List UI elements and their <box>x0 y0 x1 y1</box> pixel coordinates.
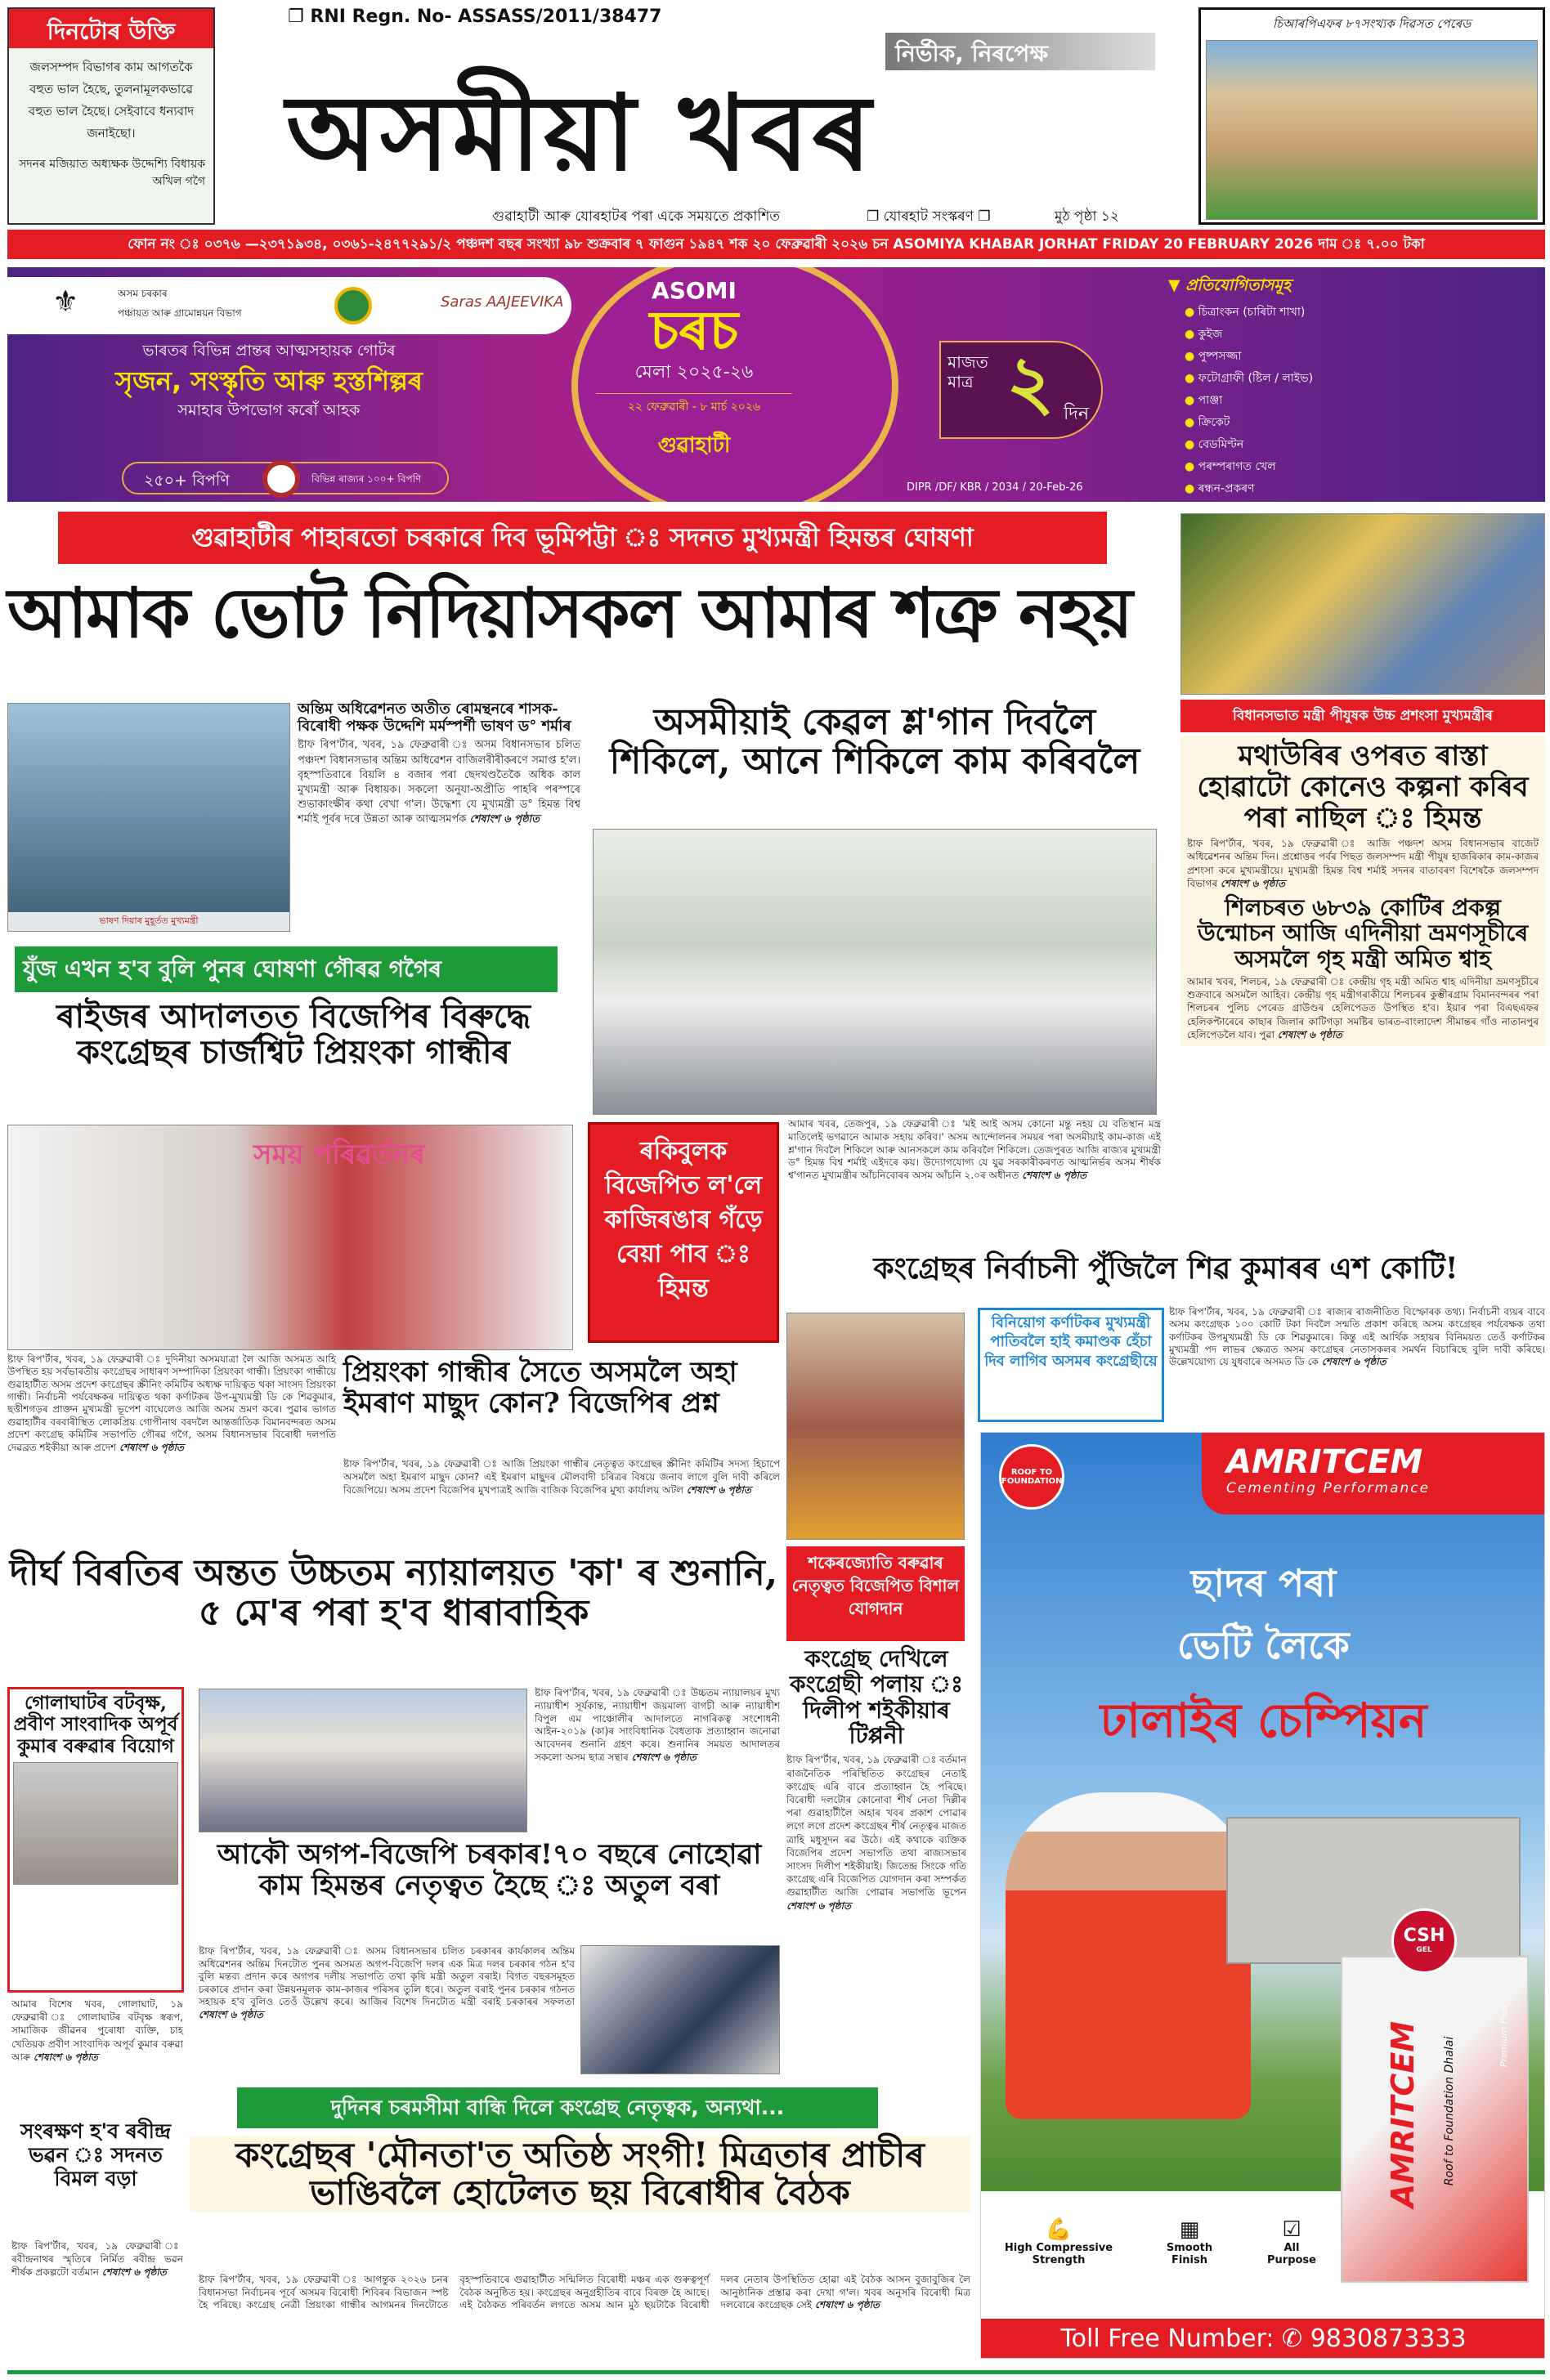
right-story-body <box>1187 837 1539 890</box>
dilip-story <box>786 1646 966 1912</box>
lead-text: ষ্টাফ ৰিপ'ৰ্টাৰ, খবৰ, ১৯ ফেব্ৰুৱাৰী ঃ অসম বিধানসভাৰ চলিত পঞ্চদশ বিধানসভাৰ অন্তিম অধিৱেশন বাজিলৰীৰীকৰণে সমাপ্ত হ'ল। বৃহস্পতিবাৰে বিয়লি ৪ বজাৰ পৰা ছেদখণ্ডতৈকৈ অধিক কাল মুখ্যমন্ত্ৰী আৰু বিধায়ক। সকলো অনুযা-অপ্ৰীতি পাহৰি পৰস্পৰে শুভাকাংক্ষীৰ কথা বেখা গ'ল। উদ্ধেশ্য যে মুখ্যমন্ত্ৰী ড° হিমন্ত বিশ্ব শৰ্মাই পূৰ্বৰ দৰে উন্নতা আৰু আত্মসমৰ্পক <box>298 739 580 826</box>
imran-text: ষ্টাফ ৰিপ'ৰ্টাৰ, খবৰ, ১৯ ফেব্ৰুৱাৰী ঃ আজি প্ৰিয়ংকা গান্ধীৰ নেতৃত্বত কংগ্ৰেছৰ স্ক্ৰীনিং কমিটিৰ সদস্য হিচাপে অসমলৈ অহা ইমৰাণ মাছুদ কোন? এই ইমৰাণ মাছুদৰ মৌলবাদী চৰিত্ৰৰ বিষয়ে জনাব লাগে বুলি দাবী কৰিলে বিজেপিয়ে। অসম প্ৰদেশ বিজেপিৰ মুখপাত্ৰই আজি বাজিক বিজেপিৰ মুখ্য কাৰ্যালয় অটল <box>343 1458 780 1496</box>
brand-block <box>1202 1433 1545 1514</box>
quote-box <box>7 7 215 225</box>
masthead-title: অসমীয়া খবৰ <box>286 72 875 195</box>
priyanka-kicker: যুঁজ এখন হ'ব বুলি পুনৰ ঘোষণা গৌৰৱ গগৈৰ <box>15 946 558 992</box>
ad-line2: সৃজন, সংস্কৃতি আৰু হস্তশিল্পৰ <box>115 365 423 396</box>
agp-headline: আকৌ অগপ-বিজেপি চৰকাৰ!৭০ বছৰে নোহোৱা কাম হিমন্তৰ নেতৃত্বত হৈছে ঃ অতুল বৰা <box>217 1838 762 1903</box>
bottom-rule <box>7 2370 1545 2374</box>
meeting-body <box>199 2274 970 2312</box>
cm-speech-photo <box>7 703 290 932</box>
continued-link[interactable]: শেষাংশ ৬ পৃষ্ঠাত <box>786 1899 851 1912</box>
poster-text: সময় পৰিৱৰ্তনৰ <box>253 1139 426 1171</box>
csh-label: CSH <box>1403 1926 1445 1946</box>
continued-link[interactable]: শেষাংশ ৬ পৃষ্ঠাত <box>1321 1356 1386 1368</box>
continued-link[interactable]: শেষাংশ ৬ পৃষ্ঠাত <box>469 813 540 826</box>
ad-stalls-count: ২৫০+ বিপণি <box>144 472 230 490</box>
ad-days-num: ২ <box>1006 340 1055 426</box>
shah-headline: শিলচৰত ৬৮৩৯ কোটিৰ প্ৰকল্প উন্মোচন আজি এদিনীয়া ভ্ৰমণসূচীৰে অসমলৈ গৃহ মন্ত্ৰী অমিত শ্বাহ <box>1197 893 1529 973</box>
saras-mela-ad[interactable] <box>7 267 1545 502</box>
continued-link[interactable]: শেষাংশ ৬ পৃষ্ঠাত <box>119 1441 184 1453</box>
supreme-court-photo <box>199 1689 527 1832</box>
page-count: মুঠ পৃষ্ঠা ১২ <box>1055 208 1119 225</box>
feature-strength <box>997 2217 1120 2266</box>
shivkumar-photo <box>786 1313 965 1540</box>
ad-stalls-states: বিভিন্ন ৰাজ্যৰ ১০০+ বিপণি <box>311 473 422 485</box>
feature-label: High Compressive Strength <box>1004 2242 1113 2266</box>
ad-dept: পঞ্চায়ত আৰু গ্ৰামোন্নয়ন বিভাগ <box>118 307 242 319</box>
ad-line-3: ঢালাইৰ চেম্পিয়ন <box>1100 1693 1427 1748</box>
agp-body <box>199 1945 575 2022</box>
quote-title: দিনটোৰ উক্তি <box>9 9 213 48</box>
check-icon: ☑ <box>1282 2217 1301 2242</box>
tagline: নিৰ্ভীক, নিৰপেক্ষ <box>885 33 1155 70</box>
ad-line3: সমাহাৰ উপভোগ কৰোঁ আহক <box>177 400 361 419</box>
stall-icon <box>262 460 300 498</box>
ad-line-2: ভেটি লৈকে <box>1177 1623 1350 1667</box>
slogan-headline: অসমীয়াই কেৱল শ্ল'গান দিবলৈ শিকিলে, আনে শিকিলে কাম কৰিবলৈ <box>609 701 1140 783</box>
slogan-body <box>788 1118 1161 1183</box>
bhawan-headline: সংৰক্ষণ হ'ব ৰবীন্দ্ৰ ভৱন ঃ সদনত বিমল বড়া <box>20 2119 172 2190</box>
shivkumar-blue-box: বিনিয়োগ কৰ্ণাটকৰ মুখ্যমন্ত্ৰী পাতিবলৈ হাই কমাণ্ডক হেঁচা দিব লাগিব অসমৰ কংগ্ৰেছীয়ে <box>978 1308 1164 1422</box>
muscle-icon: 💪 <box>1045 2217 1073 2242</box>
ad-event: চৰচ <box>649 299 739 362</box>
continued-link[interactable]: শেষাংশ ৬ পৃষ্ঠাত <box>1220 877 1285 889</box>
imran-headline: প্ৰিয়ংকা গান্ধীৰ সৈতে অসমলৈ অহা ইমৰাণ মাছুদ কোন? বিজেপিৰ প্ৰশ্ন <box>343 1356 737 1420</box>
lead-body <box>298 738 580 827</box>
lead-story <box>298 701 580 828</box>
assembly-photo <box>1180 513 1545 695</box>
agp-text: ষ্টাফ ৰিপ'ৰ্টাৰ, খবৰ, ১৯ ফেব্ৰুৱাৰী ঃ অসম বিধানসভাৰ চলিত চৰকাৰৰ কাৰ্যকালৰ অন্তিম অধিৱেশনৰ অন্তিম দিনটোত পুনৰ অসমত অগপ-বিজেপি দলৰ এক মিত্ৰ দলৰ চৰকাৰ গঠন হ'ব বুলি মন্তব্য প্ৰদান কৰে অগপৰ দলীয় সভাপতি তথা কৃষি মন্ত্ৰী অতুল বৰাই। বিগত বছৰসমূহত চৰকাৰে প্ৰদান কৰা উন্নয়নমূলক কাম-কাজৰ পৰিসৰ তুলি ধৰে। অতুল বৰাই পুনৰ চৰকাৰ গঠনত সহায়ক হ'ব বুলিও তেওঁ উল্লেখ কৰে। আজিৰ বিশেষ দিনটোত মন্ত্ৰী বৰাই চৰকাৰৰ সফলতা <box>199 1945 575 2008</box>
shivkumar-body <box>1169 1306 1545 1369</box>
caa-headline: দীৰ্ঘ বিৰতিৰ অন্তত উচ্চতম ন্যায়ালয়ত 'কা' ৰ শুনানি, ৫ মে'ৰ পৰা হ'ব ধাৰাবাহিক <box>9 1552 778 1635</box>
published-note: গুৱাহাটী আৰু যোৰহাটৰ পৰা একে সময়তে প্ৰকাশিত <box>492 208 781 225</box>
dilip-headline: কংগ্ৰেছ দেখিলে কংগ্ৰেছী পলায় ঃ দিলীপ শইকীয়াৰ টিপ্পনী <box>790 1645 963 1750</box>
feature-finish <box>1149 2217 1230 2266</box>
obit-photo <box>13 1762 178 1885</box>
ad-dipr: DIPR /DF/ KBR / 2034 / 20-Feb-26 <box>907 481 1083 494</box>
lead-headline: আমাক ভোট নিদিয়াসকল আমাৰ শত্ৰু নহয় <box>7 572 1131 653</box>
competition-item: ● পৰম্পৰাগত খেল <box>1185 457 1512 476</box>
feature-label: All Purpose <box>1267 2242 1316 2266</box>
gel-label: GEL <box>1416 1946 1432 1954</box>
feature-purpose <box>1259 2217 1324 2266</box>
amritcem-ad[interactable] <box>980 1432 1545 2359</box>
quote-text: জলসম্পদ বিভাগৰ কাম আগতকৈ বহুত ভাল হৈছে, তুলনামূলকভাৱে বহুত ভাল হৈছে। সেইবাবে ধন্যবাদ জনাইছো। <box>28 60 195 141</box>
caa-body <box>535 1687 780 1765</box>
continued-link[interactable]: শেষাংশ ৬ পৃষ্ঠাত <box>686 1483 751 1496</box>
feature-list <box>997 2217 1324 2266</box>
competition-item: ● ক্ৰিকেট <box>1185 413 1512 432</box>
continued-link[interactable]: শেষাংশ ৬ পৃষ্ঠাত <box>631 1751 697 1764</box>
info-strip: ফোন নং ঃ ০৩৭৬ —২৩৭১৯৩৪, ০৩৬১-২৪৭৭২৯১/২ পঞ্চদশ বছৰ সংখ্যা ৯৮ শুক্ৰবাৰ ৭ ফাগুন ১৯৪৭ শক ২০ ফেব্ৰুৱাৰী ২০২৬ চন ASOMIYA KHABAR JORHAT FRIDAY 20 FEBRUARY 2026 দাম ঃ ৭.০০ টকা <box>7 230 1545 259</box>
priyanka-text: ষ্টাফ ৰিপ'ৰ্টাৰ, খবৰ, ১৯ ফেব্ৰুৱাৰী ঃ দুদিনীয়া অসমযাত্ৰা লৈ আজি অসমত আহি উপস্থিত হয় সৰ্বভাৰতীয় কংগ্ৰেছৰ সাধাৰণ সম্পাদিকা প্ৰিয়ংকা গান্ধী। প্ৰিয়ংকা গান্ধীয়ে গুৱাহাটীত অসম প্ৰদেশ কংগ্ৰেছৰ স্ক্ৰীনিং কমিটিৰ অধ্যক্ষ দায়িত্বত থকা সাংসদ প্ৰিয়ংকা গান্ধী। নিৰ্বাচনী পৰ্যবেক্ষকৰ দায়িত্বত থকা কৰ্ণাটকৰ উপ-মুখ্যমন্ত্ৰী ডি কে শিৱকুমাৰ, ছত্তীশগড়ৰ প্ৰাক্তন মুখ্যমন্ত্ৰী ভূপেশ বাঘেলেও আজি অসম ভ্ৰমণ কৰে। পুৱাৰ ভাগত গুৱাহাটীৰ বৰবাৰীস্থিত লোকপ্ৰিয় গোপীনাথ বৰদলৈ আন্তৰ্জাতিক বিমানবন্দৰত অসম প্ৰদেশ কংগ্ৰেছ কমিটিৰ সভাপতি গৌৰৱ গগৈ, অসম বিধানসভাৰ বিৰোধী দলপতি দেৱব্ৰত শইকীয়া আৰু প্ৰদেশ <box>7 1353 336 1453</box>
cement-bag <box>1341 1926 1529 2283</box>
ad-center <box>596 277 792 464</box>
continued-link[interactable]: শেষাংশ ৬ পৃষ্ঠাত <box>1022 1170 1087 1182</box>
continued-link[interactable]: শেষাংশ ৬ পৃষ্ঠাত <box>1277 1028 1342 1040</box>
competition-list <box>1185 302 1512 499</box>
ad-city: গুৱাহাটী <box>657 433 731 458</box>
ad-mela: মেলা ২০২৫-২৬ <box>634 362 754 382</box>
imran-body <box>343 1458 780 1496</box>
toll-free-number[interactable]: Toll Free Number: ✆ 9830873333 <box>981 2319 1545 2359</box>
ad-only: মাজত মাত্ৰ <box>947 352 988 391</box>
competition-item: ● ফটোগ্ৰাফী (ষ্টিল / লাইভ) <box>1185 369 1512 388</box>
competition-item: ● পাঞ্জা <box>1185 391 1512 410</box>
ad-headline <box>981 1555 1545 1764</box>
shivkumar-headline: কংগ্ৰেছৰ নিৰ্বাচনী পুঁজিলৈ শিৱ কুমাৰৰ এশ কোটি! <box>873 1251 1458 1286</box>
feature-label: Smooth Finish <box>1166 2242 1213 2266</box>
ad-stalls <box>122 462 449 494</box>
brick-trowel-icon: ▦ <box>1179 2217 1200 2242</box>
roof-foundation-badge: ROOF TO FOUNDATION <box>999 1444 1064 1510</box>
ad-comp-title: ▼ প্ৰতিযোগিতাসমূহ <box>1168 276 1291 294</box>
ad-line1: ভাৰতৰ বিভিন্ন প্ৰান্তৰ আত্মসহায়ক গোটৰ <box>142 342 396 360</box>
shivkumar-text: ষ্টাফ ৰিপ'ৰ্টাৰ, খবৰ, ১৯ ফেব্ৰুৱাৰী ঃ ৰাজ্যৰ ৰাজনীতিত বিস্ফোৰক তথ্য। নিৰ্বাচনী ব্যয়ৰ বাবে অসম কংগ্ৰেছক ১০০ কোটি টকা দিবলৈ সন্মতি প্ৰকাশ কৰিছে অসম কংগ্ৰেছৰ পৰ্যবেক্ষক তথা কৰ্ণাটকৰ উপমুখ্যমন্ত্ৰী ডি কে শিৱকুমাৰে। কিন্তু এই আৰ্থিক সহায়ৰ বিনিময়ত তেওঁ কৰ্ণাটকৰ মুখ্যমন্ত্ৰী পদ লাভৰ ক্ষেত্ৰত অসম কংগ্ৰেছৰ নেতাসকলৰ সমৰ্থন বিচাৰিছে বুলি দাবী কৰিছে। উল্লেখযোগ্য যে যুধবাৰে অসমত ডি কে <box>1169 1306 1545 1368</box>
ad-countdown <box>939 341 1103 439</box>
ad-left-text <box>56 341 482 420</box>
competition-item: ● বেডমিণ্টন <box>1185 435 1512 454</box>
brand-tagline: Cementing Performance <box>1226 1480 1431 1496</box>
obit-body <box>11 1998 183 2064</box>
ad-logo-strip <box>7 277 571 334</box>
obituary <box>7 1687 184 1993</box>
saras-logo: Saras AAJEEVIKA <box>441 293 564 311</box>
top-photo-box <box>1198 7 1545 225</box>
ad-days: দিন <box>1064 404 1089 424</box>
competition-item: ● ৰন্ধন-প্ৰকৰণ <box>1185 479 1512 499</box>
house-figure <box>1226 1817 1521 1964</box>
ad-line-1: ছাদৰ পৰা <box>1190 1561 1337 1605</box>
edition: ❐ যোৰহাট সংস্কৰণ ❐ <box>867 208 991 225</box>
competition-item: ● পুষ্পসজ্জা <box>1185 347 1512 366</box>
ad-competitions <box>1168 274 1512 501</box>
dilip-caption: শকেৰজ্যোতি বৰুৱাৰ নেতৃত্বত বিজেপিত বিশাল যোগদান <box>786 1546 965 1641</box>
atul-bora-photo <box>580 1945 780 2074</box>
quote-author: সদনৰ মজিয়াত অধ্যক্ষক উদ্দেশ্যি বিধায়ক অখিল গগৈ <box>19 158 205 188</box>
meeting-text: ষ্টাফ ৰিপ'ৰ্টাৰ, খবৰ, ১৯ ফেব্ৰুৱাৰী ঃ আগন্তুক ২০২৬ চনৰ বিধানসভা নিৰ্বাচনৰ পূৰ্বে অসমৰ বিৰোধী শিবিৰৰ বিভাজন স্পষ্ট হৈ পৰিছে। কংগ্ৰেছ নেত্ৰী প্ৰিয়ংকা গান্ধীৰ আগমনৰ দিনটোতে বৃহস্পতিবাৰে গুৱাহাটীত সন্মিলিত বিৰোধী মঞ্চৰ এক গুৰুত্বপূৰ্ণ বৈঠক অনুষ্ঠিত হয়। কংগ্ৰেছৰ অনুগ্ৰহীতিৰ বাবে বিৰক্ত হৈ আছে। এই বৈঠকত পৰিবৰ্তন লগতে অসম আন মুঠ ছয়টাকৈ বিৰোধী দলৰ নেতাৰ উপস্থিতিত হোৱা এই বৈঠক আসন বুজাবুজিৰ লৈ আনুষ্ঠানিক প্ৰস্তাৱ কৰা দেখা গ'ল। খবৰ অনুসৰি বিৰোধী মিত্ৰ দলবোৰে কংগ্ৰেছক সেই <box>199 2274 970 2311</box>
right-story <box>1180 736 1545 1046</box>
continued-link[interactable]: শেষাংশ ৬ পৃষ্ঠাত <box>815 2299 880 2311</box>
lead-subhead: অন্তিম অধিৱেশনত অতীত ৰোমন্থনৰে শাসক-বিৰোধী পক্ষক উদ্দেশি মৰ্মস্পৰ্শী ভাষণ ড° শৰ্মাৰ <box>298 700 571 735</box>
cheque-photo <box>593 829 1157 1115</box>
emblem-icon: ⚜ <box>52 285 79 319</box>
lead-kicker: গুৱাহাটীৰ পাহাৰতো চৰকাৰে দিব ভূমিপট্টা ঃ সদনত মুখ্যমন্ত্ৰী হিমন্তৰ ঘোষণা <box>58 512 1107 564</box>
ad-org: অসম চৰকাৰ <box>118 288 168 299</box>
priyanka-body <box>7 1353 336 1454</box>
parade-photo <box>1206 40 1538 220</box>
continued-link[interactable]: শেষাংশ ৬ পৃষ্ঠাত <box>101 2266 167 2279</box>
bhawan-text: ষ্টাফ ৰিপ'ৰ্টাৰ, খবৰ, ১৯ ফেব্ৰুৱাৰী ঃ ৰবীন্দ্ৰনাথৰ স্মৃতিৰে নিৰ্মিত ৰবীন্দ্ৰ ভৱন শীৰ্ষক প্ৰকল্পটো বৰ্তমান <box>11 2240 183 2279</box>
shah-text: আমাৰ খবৰ, শিলচৰ, ১৯ ফেব্ৰুৱাৰী ঃ কেন্দ্ৰীয় গৃহ মন্ত্ৰী অমিত শ্বাহ এদিনীয়া ভ্ৰমণসূচীৰে শুক্ৰবাৰে অসমলৈ আহিব। কেন্দ্ৰীয় গৃহ মন্ত্ৰীগৰাকীয়ে শিলচৰৰ কুম্ভীৰগ্ৰাম বিমানবন্দৰৰ পৰা শিলচৰৰ পুলিচ পেৰেড গ্ৰাউণ্ডৰ হেলিপেডত উপস্থিত হ'ব। ইয়াৰ পৰা বিএছএফৰ হেলিকপ্টাৰেৰে কাছাৰ জিলাৰ কাটিগড়া সমষ্টিৰ ভাৰত-বাংলাদেশ সীমান্তৰ গাঁও নাতানপুৰ হেলিপেডলৈ যাব। পুৱা <box>1187 976 1539 1040</box>
caa-text: ষ্টাফ ৰিপ'ৰ্টাৰ, খবৰ, ১৯ ফেব্ৰুৱাৰী ঃ উচ্চতম ন্যায়ালয়ৰ মুখ্য ন্যায়াধীশ সূৰ্যকান্ত, ন্যায়াধীশ জয়মাল্য বাগচী আৰু ন্যায়াধীশ বিপুল এম পাঞ্চোলীৰ আদালতে নাগৰিকত্ব সংশোধনী আইন-২০১৯ (কা)ৰ সাংবিধানিক বৈধতাক প্ৰত্যাহ্বান জনোৱা আবেদনৰ শুনানি গ্ৰহণ কৰে। শুনানিৰ সময়ত আদালতৰ সকলো অসম ছাত্ৰ সন্থাৰ <box>535 1687 780 1764</box>
asomi-logo: ASOMI <box>652 277 737 304</box>
obit-headline: গোলাঘাটৰ বটবৃক্ষ, প্ৰবীণ সাংবাদিক অপূৰ্ব কুমাৰ বৰুৱাৰ বিয়োগ <box>13 1692 178 1757</box>
kaziranga-box: ৰকিবুলক বিজেপিত ল'লে কাজিৰঙাৰ গঁড়ে বেয়া পাব ঃ হিমন্ত <box>588 1122 779 1343</box>
right-story-caption: বিধানসভাত মন্ত্ৰী পীযুষক উচ্চ প্ৰশংসা মুখ্যমন্ত্ৰীৰ <box>1180 700 1545 732</box>
brand-name: AMRITCEM <box>1226 1443 1423 1481</box>
right-story-text: ষ্টাফ ৰিপ'ৰ্টাৰ, খবৰ, ১৯ ফেব্ৰুৱাৰী ঃ আজি পঞ্চদশ অসম বিধানসভাৰ বাজেট অধিৱেশনৰ অন্তিম দিন। প্ৰশ্নোত্তৰ পৰ্বৰ পিছত জলসম্পদ মন্ত্ৰী পীযুষ হাজৰিকাৰ কাম-কাজৰ প্ৰশংসা কৰে মুখ্যমন্ত্ৰীয়ে। মুখ্যমন্ত্ৰী হিমন্ত বিশ্ব শৰ্মাই সদনৰ বাতাবৰণ বিশেষকৈ জলসম্পদ বিভাগৰ <box>1187 838 1539 889</box>
ad-dates: ২২ ফেব্ৰুৱাৰী - ৮ মাৰ্চ ২০২৬ <box>596 393 792 417</box>
top-photo-caption: চিআৰপিএফৰ ৮৭সংখ্যক দিৱসত পেৰেড <box>1272 16 1472 31</box>
meeting-headline: কংগ্ৰেছৰ 'মৌনতা'ত অতিষ্ঠ সংগী! মিত্ৰতাৰ প্ৰাচীৰ ভাঙিবলৈ হোটেলত ছয় বিৰোধীৰ বৈঠক <box>190 2136 970 2212</box>
rni-number: ❐ RNI Regn. No- ASSASS/2011/38477 <box>288 7 662 27</box>
csh-badge <box>1391 1908 1457 1974</box>
bhawan-body <box>11 2239 183 2279</box>
bag-tagline: Roof to Foundation Dhalai <box>1443 2036 1457 2186</box>
meeting-kicker: দুদিনৰ চৰমসীমা বান্ধি দিলে কংগ্ৰেছ নেতৃত্বক, অন্যথা... <box>237 2087 878 2128</box>
livelihood-logo-icon <box>334 287 372 324</box>
continued-link[interactable]: শেষাংশ ৬ পৃষ্ঠাত <box>33 2051 98 2063</box>
bag-grade: Premium Plus <box>1498 2005 1510 2068</box>
slogan-text: আমাৰ খবৰ, তেজপুৰ, ১৯ ফেব্ৰুৱাৰী ঃ 'মই আই অসম কোনো মন্তু নহয় যে বতিস্থান মন্ত্ৰ মাতিলেই ভগৱানে আমাক সহায় কৰিব।' অসম আন্দোলনৰ সময়ৰ পৰা অসমীয়াই কাম-কাজ এই শ্ল'গান দিবলৈ শিকিলে আৰু আনসকলে কাম কৰিবলৈ শিকিলে। তেজপুৰত আজি ৰাজ্যৰ মুখ্যমন্ত্ৰী ড° হিমন্ত বিশ্ব শৰ্মাই এইদৰে কয়। উদ্যোগযোগ্য যে যুৱ সৰকাৰীকৰণত আত্মনিৰ্ভৰ অসম শীৰ্ষক শ্ব'গানত মুখ্যমন্ত্ৰীৰ আঁচনিবোৰৰ অসম আঁচনি ২.০ৰ অধীনত <box>788 1118 1161 1182</box>
bag-brand: AMRITCEM <box>1385 2020 1422 2208</box>
shah-body <box>1187 975 1539 1041</box>
continued-link[interactable]: শেষাংশ ৬ পৃষ্ঠাত <box>199 2008 263 2020</box>
chargesheet-photo <box>7 1125 573 1350</box>
competition-item: ● কুইজ <box>1185 324 1512 344</box>
dilip-body <box>786 1753 966 1912</box>
right-story-headline: মথাউৰিৰ ওপৰত ৰাস্তা হোৱাটো কোনেও কল্পনা কৰিব পৰা নাছিল ঃ হিমন্ত <box>1197 740 1529 835</box>
obit-text: আমাৰ বিশেষ খবৰ, গোলাঘাট, ১৯ ফেব্ৰুৱাৰী ঃ গোলাঘাটৰ বটবৃক্ষ স্বৰূপ, সামাজিক জীৱনৰ পুৰোধা ব্যক্তি, চাহ খেতিয়ক প্ৰবীণ সাংবাদিক অপূৰ্ব কুমাৰ বৰুৱা আৰু <box>11 1998 183 2063</box>
dilip-text: ষ্টাফ ৰিপ'ৰ্টাৰ, খবৰ, ১৯ ফেব্ৰুৱাৰী ঃ বৰ্তমান ৰাজনৈতিক পৰিস্থিতিত কংগ্ৰেছৰ নেতাই কংগ্ৰেছ এৰি বাৰে প্ৰত্যাহ্বান হৈ পৰিছে। বিৰোধী দলটোৰ কোনোবা শীৰ্ষ নেতা দিল্লীৰ পৰা গুৱাহাটীলৈ অহাৰ খবৰ প্ৰকাশ পোৱাৰ লগে লগে প্ৰদেশ কংগ্ৰেছৰ শীৰ্ষ নেতৃত্বৰ মাজত ত্ৰাহি মধুসূদন ৰৱ উঠে। এই কথাকে ব্যক্তিক বিজেপিৰ প্ৰদেশ সভাপতি তথা ৰাজ্যসভাৰ সাংসদ দিলীপ শইকীয়াই। জিতেন্দ্ৰ সিংকে গতি কংগ্ৰেছ এৰি বিজেপিত যোগদান কৰা সম্পৰ্কত গুৱাহাটীত আজি পোৱাৰ সভাপতি ভূপেন <box>786 1754 966 1899</box>
lead-photo-caption: ভাষণ দিয়াৰ মুহূৰ্তত মুখ্যমন্ত্ৰী <box>8 912 289 931</box>
priyanka-headline: ৰাইজৰ আদালতত বিজেপিৰ বিৰুদ্ধে কংগ্ৰেছৰ চাৰ্জশ্বিট প্ৰিয়ংকা গান্ধীৰ <box>56 997 531 1071</box>
competition-item: ● চিত্ৰাংকন (চাৰিটা শাখা) <box>1185 302 1512 322</box>
worker-figure <box>1006 1792 1251 2119</box>
